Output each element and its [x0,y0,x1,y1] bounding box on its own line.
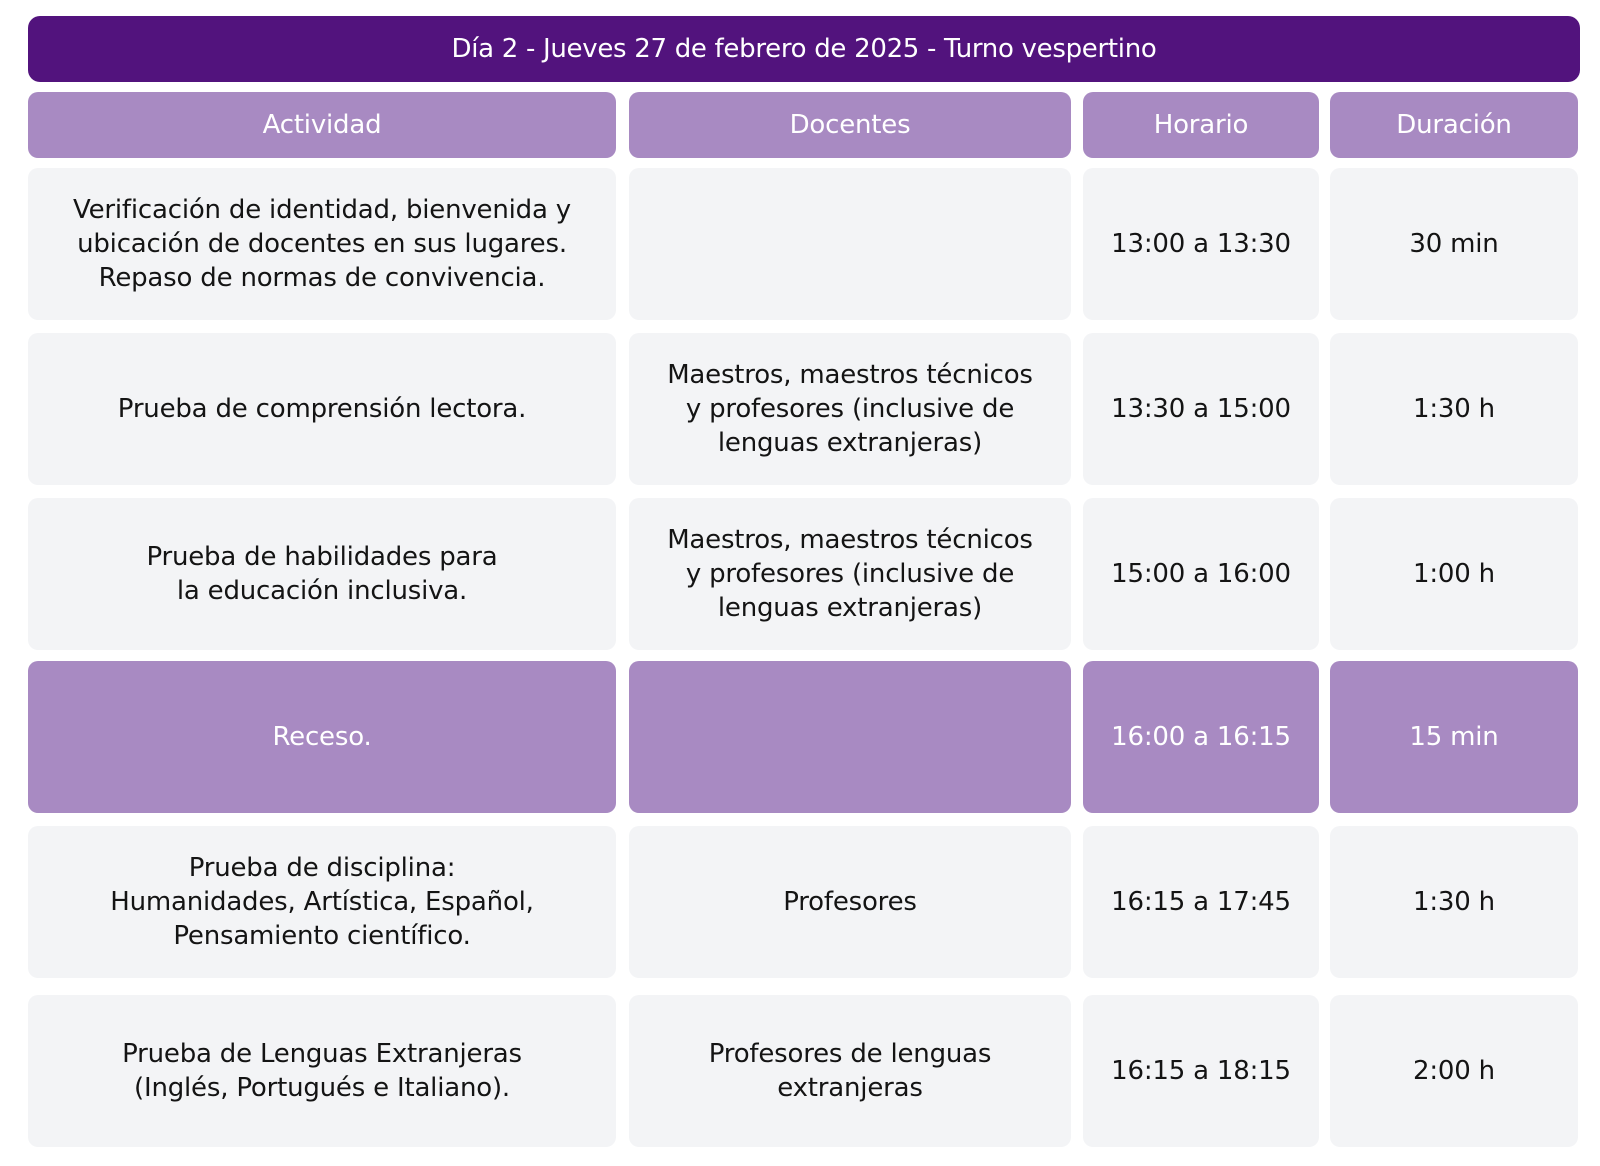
schedule-title: Día 2 - Jueves 27 de febrero de 2025 - Turno vespertino [28,16,1580,82]
row-1-teachers [629,168,1071,320]
row-2-teachers: Maestros, maestros técnicos y profesores (inclusive de lenguas extranjeras) [629,333,1071,485]
row-2-schedule: 13:30 a 15:00 [1083,333,1319,485]
header-teachers: Docentes [629,92,1071,158]
row-3-duration: 1:00 h [1330,498,1578,650]
header-activity: Actividad [28,92,616,158]
row-1-duration: 30 min [1330,168,1578,320]
row-3-schedule: 15:00 a 16:00 [1083,498,1319,650]
row-2-activity: Prueba de comprensión lectora. [28,333,616,485]
row-2-duration: 1:30 h [1330,333,1578,485]
recess-teachers [629,661,1071,813]
recess-schedule: 16:00 a 16:15 [1083,661,1319,813]
row-5-activity: Prueba de disciplina: Humanidades, Artística, Español, Pensamiento científico. [28,826,616,978]
row-1-schedule: 13:00 a 13:30 [1083,168,1319,320]
row-5-duration: 1:30 h [1330,826,1578,978]
row-6-teachers: Profesores de lenguas extranjeras [629,995,1071,1147]
row-6-schedule: 16:15 a 18:15 [1083,995,1319,1147]
header-duration: Duración [1330,92,1578,158]
header-schedule: Horario [1083,92,1319,158]
row-3-activity: Prueba de habilidades para la educación inclusiva. [28,498,616,650]
row-5-schedule: 16:15 a 17:45 [1083,826,1319,978]
row-3-teachers: Maestros, maestros técnicos y profesores (inclusive de lenguas extranjeras) [629,498,1071,650]
recess-duration: 15 min [1330,661,1578,813]
row-6-duration: 2:00 h [1330,995,1578,1147]
row-5-teachers: Profesores [629,826,1071,978]
recess-activity: Receso. [28,661,616,813]
row-1-activity: Verificación de identidad, bienvenida y ubicación de docentes en sus lugares. Repaso de normas de convivencia. [28,168,616,320]
row-6-activity: Prueba de Lenguas Extranjeras (Inglés, Portugués e Italiano). [28,995,616,1147]
